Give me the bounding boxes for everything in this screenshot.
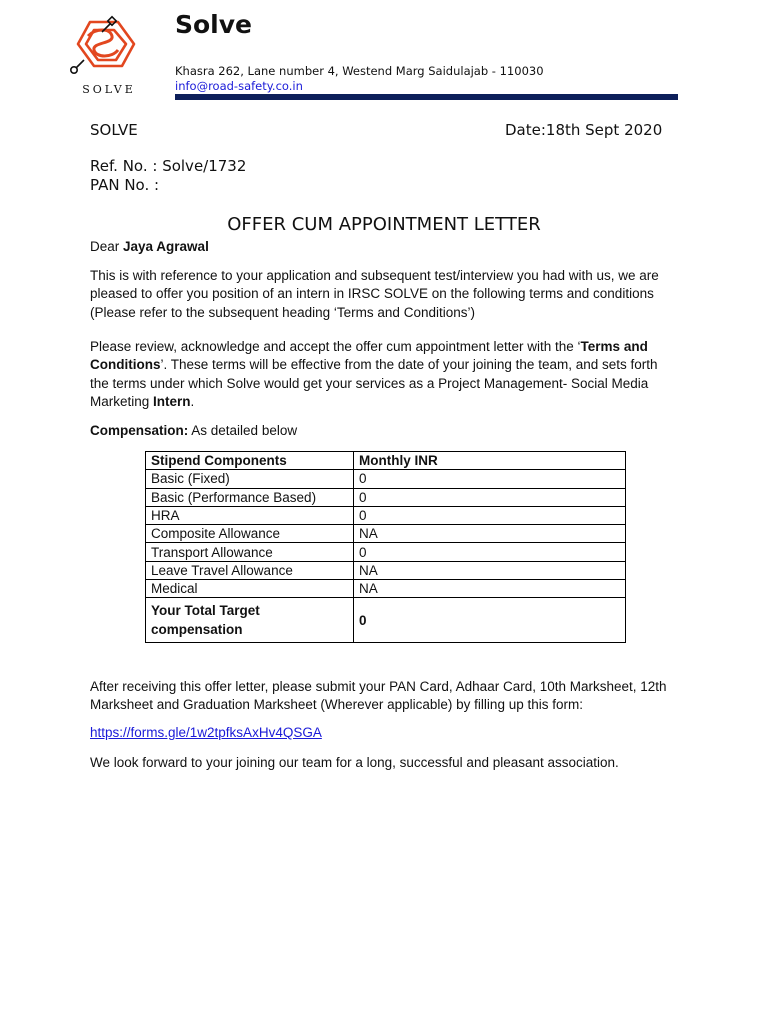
component-cell: Basic (Performance Based) (146, 488, 354, 506)
amount-cell: NA (354, 580, 626, 598)
recipient-name: Jaya Agrawal (123, 239, 209, 254)
header-divider (175, 94, 678, 100)
stipend-table (145, 451, 626, 643)
total-row (146, 598, 626, 643)
table-row (146, 543, 626, 561)
component-cell: Leave Travel Allowance (146, 561, 354, 579)
amount-cell: NA (354, 561, 626, 579)
table-row (146, 561, 626, 579)
component-cell: Medical (146, 580, 354, 598)
letter-title: OFFER CUM APPOINTMENT LETTER (227, 214, 541, 235)
amount-cell: NA (354, 525, 626, 543)
form-link[interactable]: https://forms.gle/1w2tpfksAxHv4QSGA (90, 725, 322, 740)
company-logo (66, 14, 158, 98)
table-row (146, 488, 626, 506)
column-header: Monthly INR (354, 452, 626, 470)
component-cell: Composite Allowance (146, 525, 354, 543)
component-cell: Transport Allowance (146, 543, 354, 561)
amount-cell: 0 (354, 488, 626, 506)
letter-date: Date:18th Sept 2020 (505, 121, 663, 139)
pan-number: PAN No. : (90, 176, 160, 194)
table-header-row (146, 452, 626, 470)
column-header: Stipend Components (146, 452, 354, 470)
terms-paragraph: Please review, acknowledge and accept the offer cum appointment letter with the ‘Terms and Conditions’. These terms will be effective from the date of your joining the team, and sets forth the terms under which Solve would get your services as a Project Management- Social Media Marketing Intern. (90, 339, 658, 409)
salutation: Dear Jaya Agrawal (90, 239, 209, 254)
company-name: Solve (175, 10, 253, 39)
component-cell: HRA (146, 506, 354, 524)
documents-paragraph: After receiving this offer letter, please submit your PAN Card, Adhaar Card, 10th Marksheet, 12th Marksheet and Graduation Marksheet (Wherever applicable) by filling up this form: (90, 679, 667, 713)
amount-cell: 0 (354, 470, 626, 488)
amount-cell: 0 (354, 506, 626, 524)
company-email-link[interactable]: info@road-safety.co.in (175, 79, 303, 93)
closing-paragraph: We look forward to your joining our team for a long, successful and pleasant association. (90, 755, 619, 770)
total-label-cell: Your Total Target compensation (146, 598, 354, 643)
total-value-cell: 0 (354, 598, 626, 643)
compensation-line: Compensation: As detailed below (90, 423, 298, 438)
table-row (146, 525, 626, 543)
reference-number: Ref. No. : Solve/1732 (90, 157, 247, 175)
amount-cell: 0 (354, 543, 626, 561)
intro-paragraph: This is with reference to your application and subsequent test/interview you had with us, we are pleased to offer you position of an intern in IRSC SOLVE on the following terms and conditions (Please refer to the subsequent heading ‘Terms and Conditions’) (90, 268, 659, 320)
component-cell: Basic (Fixed) (146, 470, 354, 488)
svg-text:SOLVE: SOLVE (82, 83, 136, 96)
table-row (146, 506, 626, 524)
table-row (146, 580, 626, 598)
table-row (146, 470, 626, 488)
company-address: Khasra 262, Lane number 4, Westend Marg Saidulajab - 110030 (175, 64, 544, 78)
sender-name: SOLVE (90, 121, 138, 139)
